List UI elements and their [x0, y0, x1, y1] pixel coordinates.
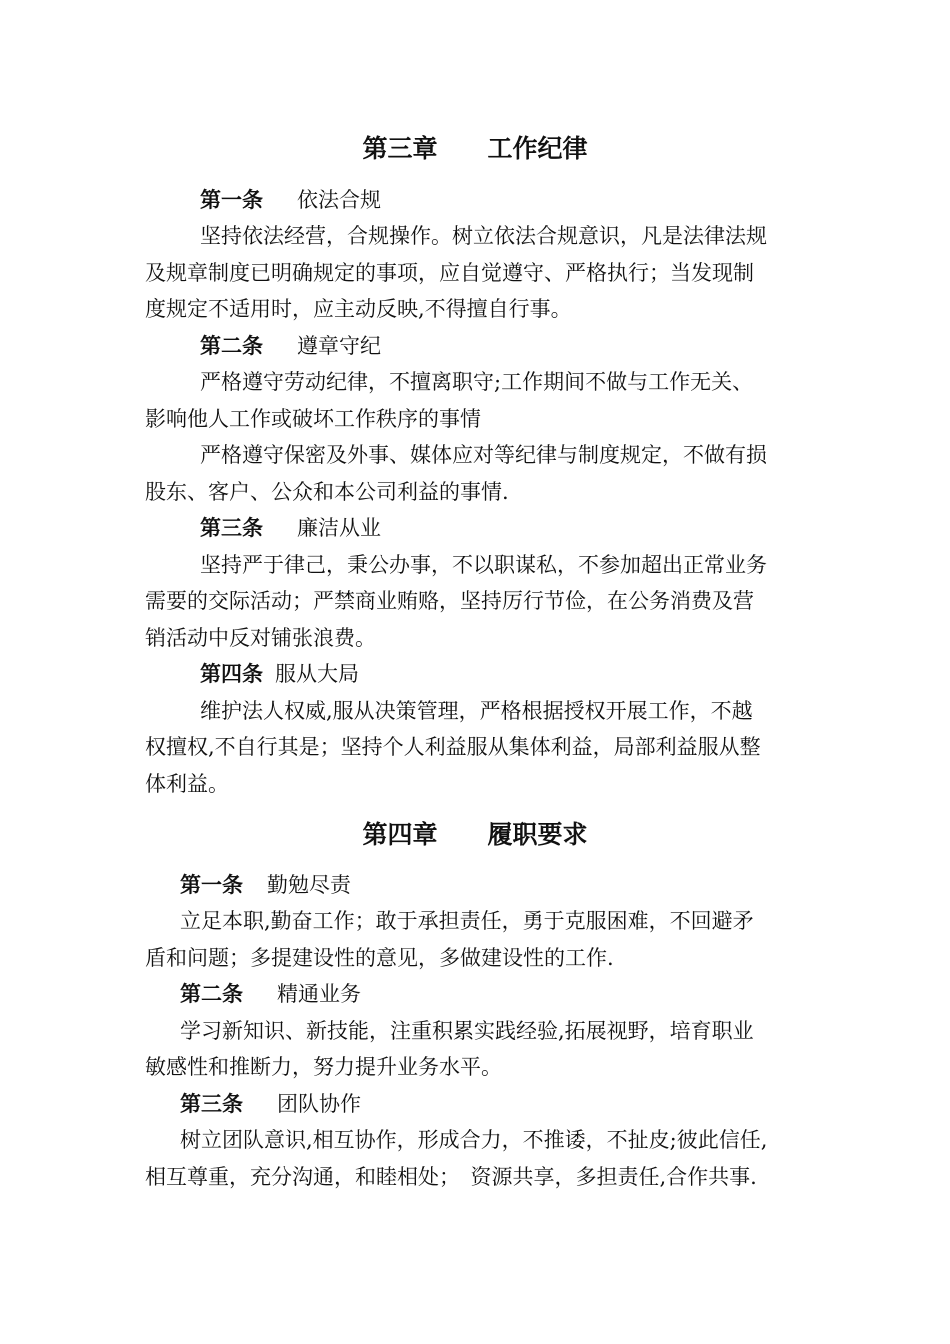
paragraph-line: 需要的交际活动；严禁商业贿赂，坚持厉行节俭，在公务消费及营	[145, 589, 754, 613]
article-name: 遵章守纪	[297, 334, 381, 358]
paragraph-line: 严格遵守保密及外事、媒体应对等纪律与制度规定，不做有损	[200, 443, 767, 467]
paragraph-line: 股东、客户、公众和本公司利益的事情.	[145, 480, 509, 504]
paragraph-line: 严格遵守劳动纪律，不擅离职守;工作期间不做与工作无关、	[200, 370, 754, 394]
article-heading	[180, 1086, 361, 1122]
article-number: 第一条	[180, 872, 243, 897]
paragraph-line: 影响他人工作或破坏工作秩序的事情	[145, 407, 481, 431]
article-heading	[200, 510, 381, 546]
paragraph-line: 坚持严于律己，秉公办事，不以职谋私，不参加超出正常业务	[200, 553, 767, 577]
article-heading	[200, 656, 359, 692]
article-number: 第四条	[200, 661, 263, 686]
article-heading	[200, 328, 381, 364]
article-number: 第三条	[200, 515, 263, 540]
paragraph-line: 权擅权,不自行其是；坚持个人利益服从集体利益，局部利益服从整	[145, 735, 761, 759]
paragraph-line: 销活动中反对铺张浪费。	[145, 626, 376, 650]
paragraph-line: 度规定不适用时，应主动反映,不得擅自行事。	[145, 297, 572, 321]
article-heading	[180, 867, 351, 903]
paragraph-line: 立足本职,勤奋工作；敢于承担责任，勇于克服困难，不回避矛	[180, 909, 754, 933]
article-name: 团队协作	[277, 1092, 361, 1116]
article-heading	[200, 182, 381, 218]
paragraph-line: 学习新知识、新技能，注重积累实践经验,拓展视野，培育职业	[180, 1019, 754, 1043]
article-heading	[180, 976, 361, 1012]
chapter-title: 第四章 履职要求	[362, 820, 588, 849]
article-name: 依法合规	[297, 188, 381, 212]
article-number: 第三条	[180, 1091, 243, 1116]
paragraph-line: 相互尊重，充分沟通，和睦相处； 资源共享，多担责任,合作共事.	[145, 1165, 757, 1189]
article-number: 第二条	[200, 333, 263, 358]
article-name: 廉洁从业	[297, 516, 381, 540]
paragraph-line: 及规章制度已明确规定的事项，应自觉遵守、严格执行；当发现制	[145, 261, 754, 285]
paragraph-line: 体利益。	[145, 772, 229, 796]
paragraph-line: 敏感性和推断力，努力提升业务水平。	[145, 1055, 502, 1079]
paragraph-line: 坚持依法经营，合规操作。树立依法合规意识，凡是法律法规	[200, 224, 767, 248]
chapter-title: 第三章 工作纪律	[362, 134, 588, 163]
article-name: 勤勉尽责	[267, 873, 351, 897]
paragraph-line: 树立团队意识,相互协作，形成合力，不推诿，不扯皮;彼此信任,	[180, 1128, 768, 1152]
article-number: 第一条	[200, 187, 263, 212]
article-name: 服从大局	[275, 662, 359, 686]
paragraph-line: 维护法人权威,服从决策管理，严格根据授权开展工作，不越	[200, 699, 753, 723]
article-number: 第二条	[180, 981, 243, 1006]
paragraph-line: 盾和问题；多提建设性的意见，多做建设性的工作.	[145, 946, 614, 970]
article-name: 精通业务	[277, 982, 361, 1006]
